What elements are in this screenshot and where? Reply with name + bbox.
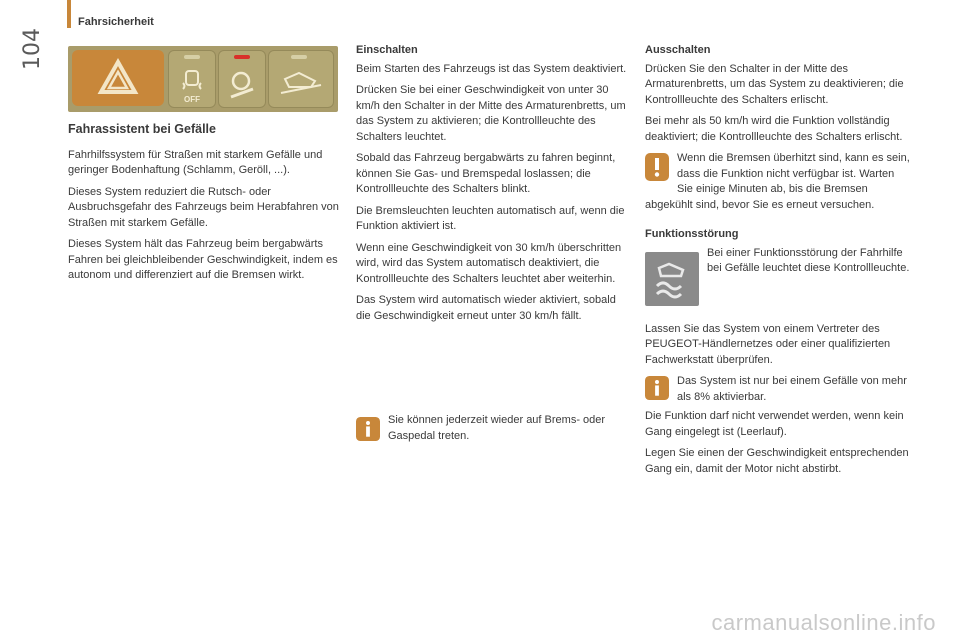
activation-p2: Drücken Sie bei einer Geschwindigkeit von unter 30 km/h den Schalter in der Mitte des Armaturenbretts, um das System zu aktivieren; die Kontrollleuchte des Schalters leuchtet.: [356, 84, 626, 143]
indicator-led-off: [184, 55, 200, 59]
info-icon: [356, 417, 380, 441]
hazard-icon: [72, 50, 164, 106]
stability-off-button: [168, 50, 216, 108]
neutral-gear-paragraph: Die Funktion darf nicht verwendet werden, wenn kein Gang eingelegt ist (Leerlauf).: [645, 410, 904, 438]
indicator-led-off-2: [291, 55, 307, 59]
deactivation-heading: Ausschalten: [645, 44, 711, 56]
deactivation-p1: Drücken Sie den Schalter in der Mitte des Armaturenbretts, um das System zu deaktivieren; die Kontrollleuchte des Schalters erlischt.: [645, 62, 904, 106]
fault-warning-lamp: [645, 252, 699, 306]
fault-heading: Funktionsstörung: [645, 228, 739, 240]
warning-note: [645, 151, 913, 213]
middle-info-text: Sie können jederzeit wieder auf Brems- oder Gaspedal treten.: [388, 414, 606, 442]
activation-heading: Einschalten: [356, 44, 418, 56]
intro-paragraph: Fahrhilfssystem für Straßen mit starkem Gefälle und geringer Bodenhaftung (Schlamm, Geröll, ...).: [68, 148, 323, 176]
activation-p1: Beim Starten des Fahrzeugs ist das System deaktiviert.: [356, 62, 627, 75]
gear-selection-paragraph: Legen Sie einen der Geschwindigkeit entsprechenden Gang ein, damit der Motor nicht abstirbt.: [645, 447, 909, 475]
info-icon-2: [645, 376, 669, 400]
section-title: Fahrsicherheit: [78, 16, 154, 28]
car-slope-icon: [269, 63, 333, 107]
activation-p5: Wenn eine Geschwindigkeit von 30 km/h überschritten wird, wird das System automatisch deaktiviert, die Kontrollleuchte des Schalters leuchtet aber weiterhin.: [356, 241, 622, 285]
watermark: carmanualsonline.info: [711, 610, 936, 635]
hazard-button: [72, 50, 164, 106]
fault-note: [645, 246, 913, 304]
descent-control-button: [268, 50, 334, 108]
activation-p4: Die Bremsleuchten leuchten automatisch auf, wenn die Funktion aktiviert ist.: [356, 204, 625, 232]
section-accent-bar: [67, 0, 71, 28]
function-paragraph: Dieses System hält das Fahrzeug beim bergabwärts Fahren bei gleichbleibender Geschwindigkeit, indem es autonom und differenziert auf die Bremsen wirkt.: [68, 238, 338, 281]
section-heading: Fahrassistent bei Gefälle: [68, 122, 216, 136]
off-label: OFF: [184, 95, 200, 104]
deactivation-p2: Bei mehr als 50 km/h wird die Funktion vollständig deaktiviert; die Kontrollleuchte des Schalters erlischt.: [645, 115, 903, 143]
right-info-text: Das System ist nur bei einem Gefälle von mehr als 8% aktivierbar.: [677, 375, 907, 403]
indicator-led-red: [234, 55, 250, 59]
right-info-note: [645, 374, 913, 405]
dashboard-switch-panel: [68, 46, 338, 112]
page-number-text: 104: [20, 28, 45, 70]
warning-icon: [645, 153, 669, 181]
page-number: [20, 18, 56, 78]
middle-info-note: [356, 413, 628, 444]
hill-descent-icon: [219, 63, 265, 107]
activation-p3: Sobald das Fahrzeug bergabwärts zu fahren beginnt, können Sie Gas- und Bremspedal loslassen; die Kontrollleuchte des Schalters blinkt.: [356, 152, 616, 195]
activation-p6: Das System wird automatisch wieder aktiviert, sobald die Geschwindigkeit erneut unter 30 km/h fällt.: [356, 294, 616, 322]
warning-text: Wenn die Bremsen überhitzt sind, kann es sein, dass die Funktion nicht verfügbar ist. Warten Sie einige Minuten ab, bis die Bremsen abgekühlt sind, bevor Sie es erneut versuchen.: [645, 152, 910, 211]
fault-service-paragraph: Lassen Sie das System von einem Vertreter des PEUGEOT-Händlernetzes oder einer qualifizierten Fachwerkstatt überprüfen.: [645, 322, 891, 366]
middle-column: [356, 43, 628, 330]
hill-descent-fault-icon: [645, 252, 699, 306]
description-paragraph: Dieses System reduziert die Rutsch- oder Ausbruchsgefahr des Fahrzeugs beim Herabfahren von Straßen mit starkem Gefälle.: [68, 185, 339, 229]
left-column: [68, 122, 340, 290]
hill-descent-button: [218, 50, 266, 108]
right-column: [645, 43, 913, 483]
fault-text: Bei einer Funktionsstörung der Fahrhilfe bei Gefälle leuchtet diese Kontrollleuchte.: [707, 246, 910, 274]
